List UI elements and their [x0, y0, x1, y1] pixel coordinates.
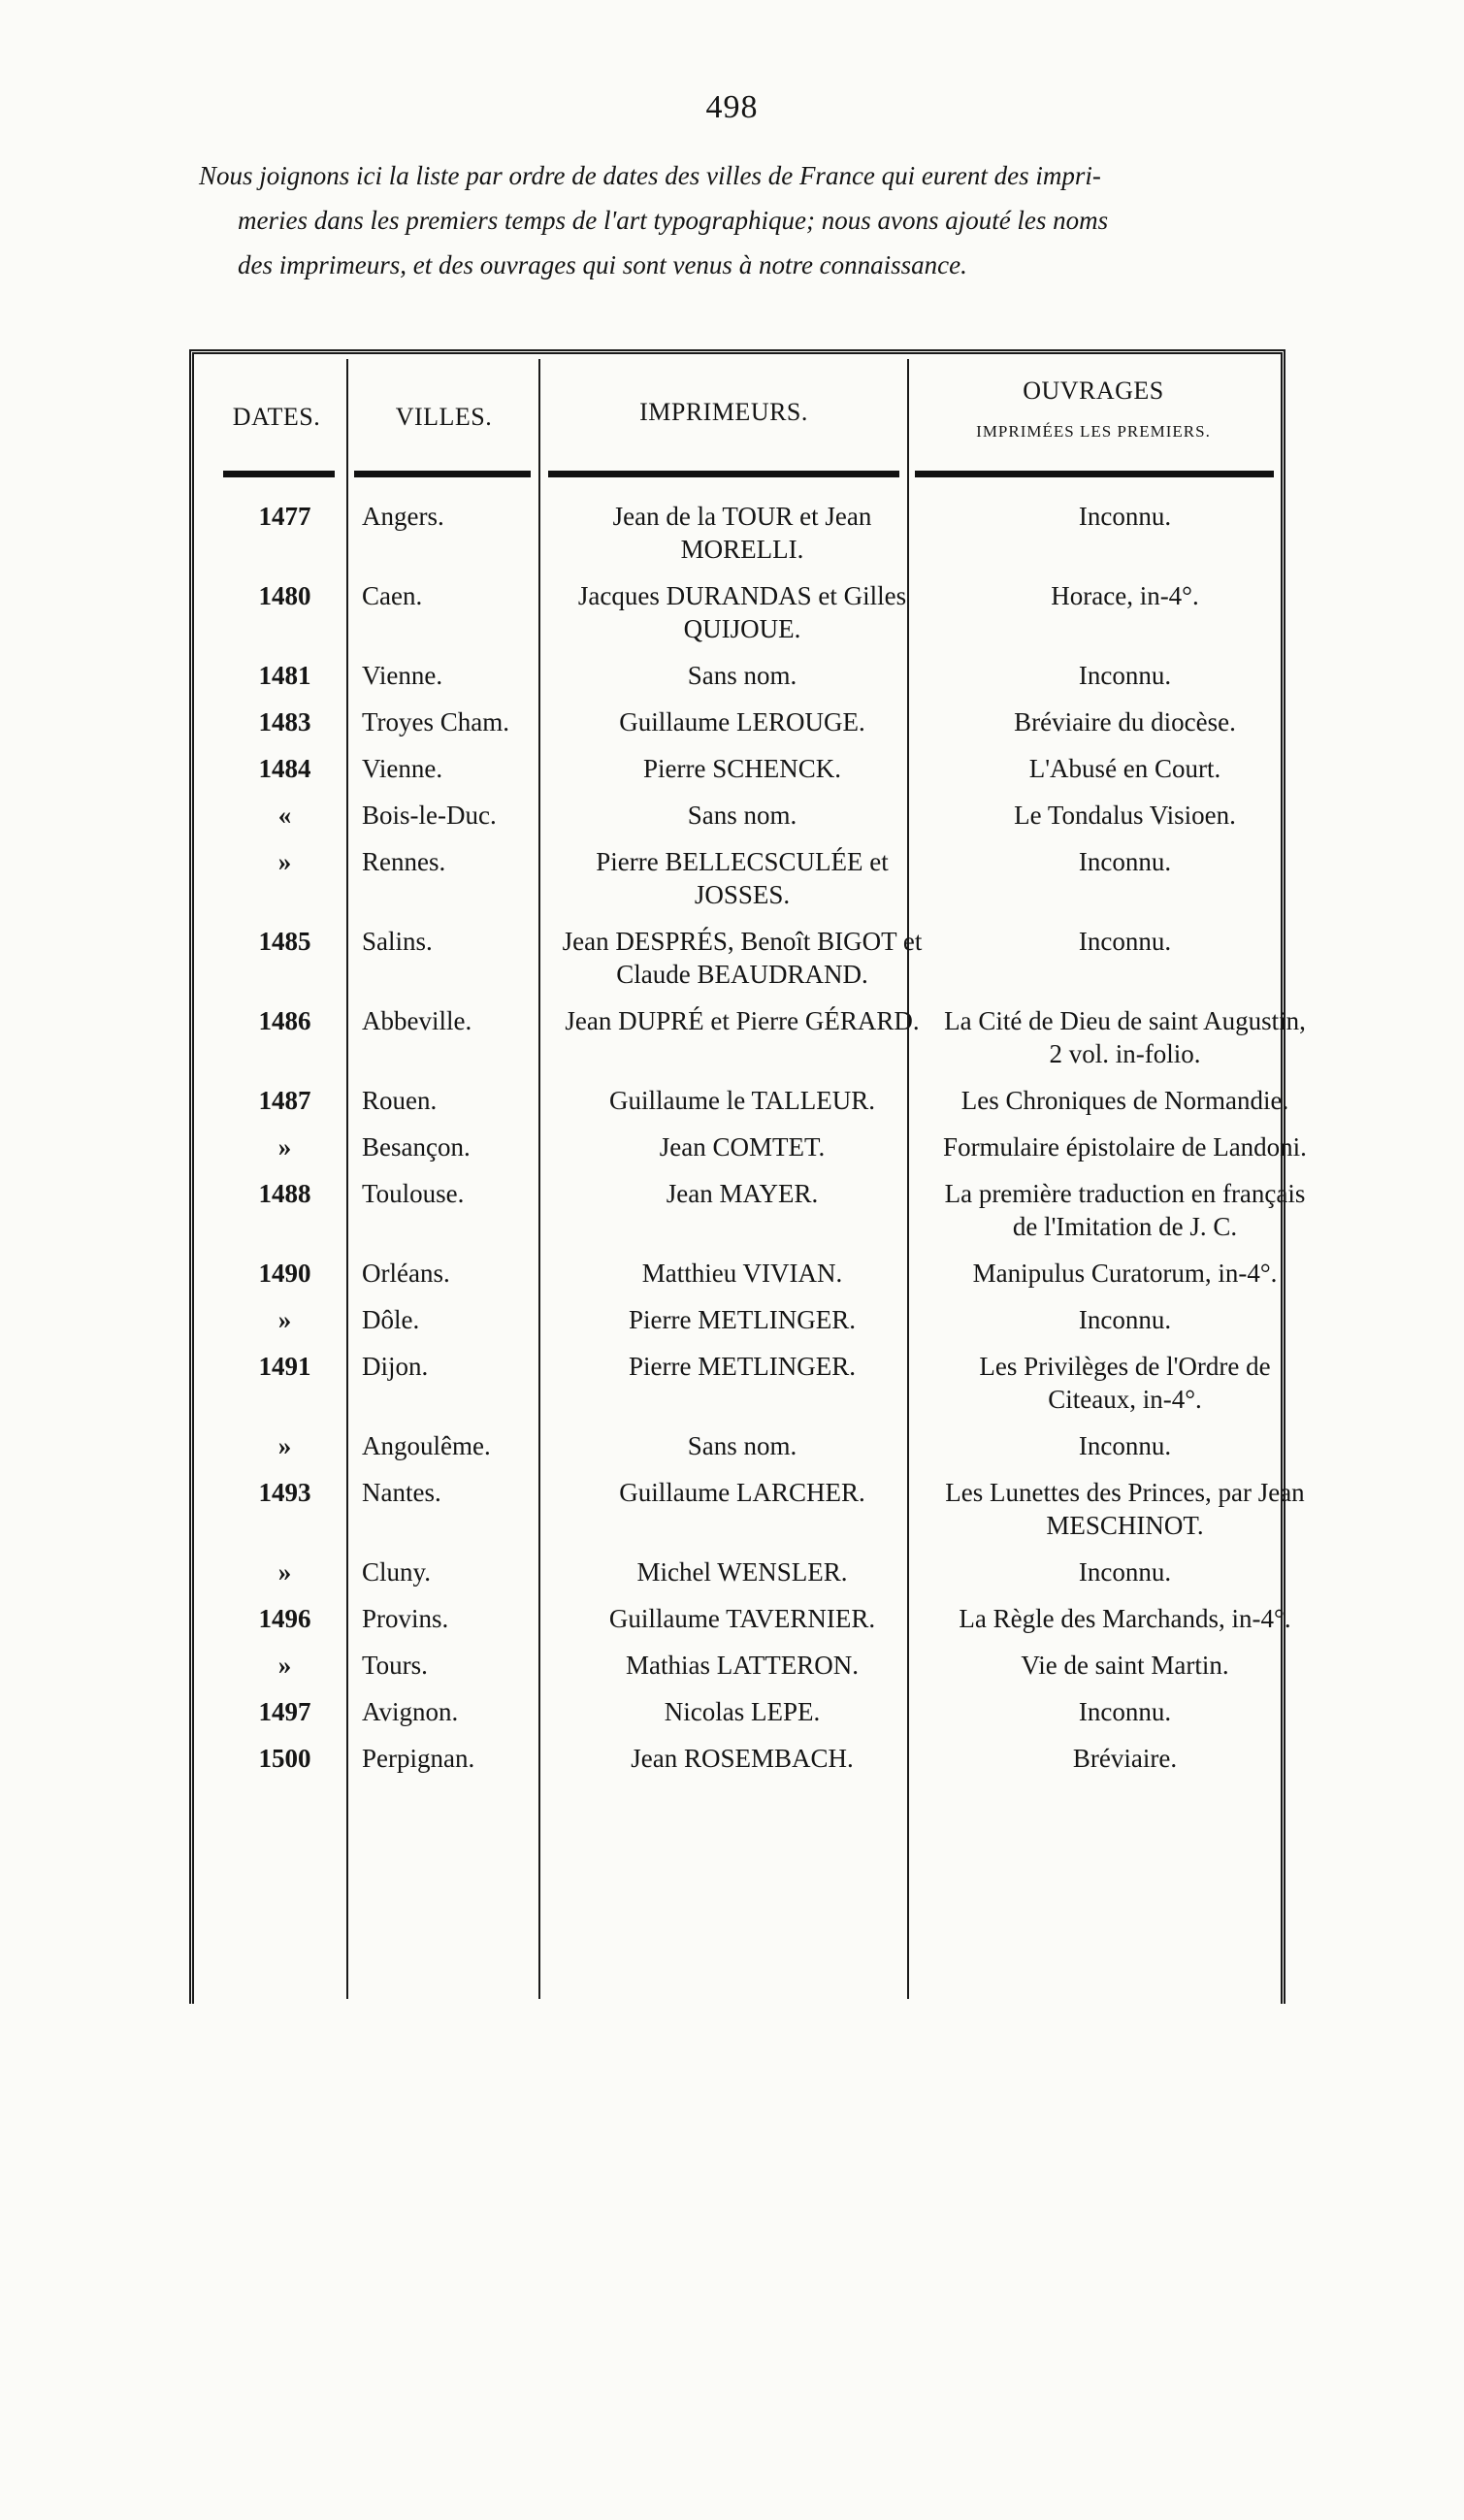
header-ouvrages-sub: IMPRIMÉES LES PREMIERS. — [976, 422, 1211, 441]
intro-line: meries dans les premiers temps de l'art typographique; nous avons ajouté les noms — [238, 206, 1109, 235]
ouvrage-cell: Formulaire épistolaire de Landoni. — [943, 1132, 1307, 1162]
date-cell: 1481 — [258, 661, 311, 690]
ville-cell: Orléans. — [362, 1259, 450, 1288]
intro-paragraph — [199, 153, 1295, 287]
date-cell: » — [277, 1132, 292, 1162]
date-cell: 1497 — [258, 1697, 311, 1726]
ouvrage-cell: Inconnu. — [1078, 1697, 1172, 1726]
imprimeur-cell: Guillaume LARCHER. — [619, 1478, 865, 1507]
table-row — [213, 1649, 1318, 1695]
imprimeur-cell: Nicolas LEPE. — [664, 1697, 821, 1726]
imprimeur-cell: Jean MAYER. — [666, 1179, 819, 1208]
ville-cell: Caen. — [362, 581, 423, 610]
header-rule — [915, 471, 1274, 477]
imprimeur-cell: Pierre METLINGER. — [629, 1352, 856, 1381]
page-number: 498 — [705, 89, 759, 125]
intro-line: des imprimeurs, et des ouvrages qui sont venus à notre connaissance. — [238, 250, 967, 279]
ouvrage-cell: Horace, in-4°. — [1051, 581, 1199, 610]
date-cell: 1485 — [258, 927, 311, 956]
header-rule — [548, 471, 899, 477]
date-cell: 1491 — [258, 1352, 311, 1381]
table-row — [213, 1555, 1318, 1602]
date-cell: 1486 — [258, 1006, 311, 1035]
ville-cell: Vienne. — [362, 661, 443, 690]
imprimeur-cell: Sans nom. — [687, 1431, 797, 1460]
ville-cell: Abbeville. — [362, 1006, 472, 1035]
ouvrage-cell: La Règle des Marchands, in-4°. — [959, 1604, 1291, 1633]
ville-cell: Tours. — [362, 1651, 428, 1680]
date-cell: » — [277, 1651, 292, 1680]
date-cell: « — [277, 801, 292, 830]
date-cell: 1488 — [258, 1179, 311, 1208]
table-row — [213, 752, 1318, 799]
printers-table — [213, 500, 1318, 1788]
ville-cell: Provins. — [362, 1604, 449, 1633]
table-row — [213, 1476, 1318, 1555]
date-cell: » — [277, 1557, 292, 1587]
table-row — [213, 1742, 1318, 1788]
ouvrage-cell: La première traduction en français de l'Imitation de J. C. — [944, 1179, 1306, 1241]
ville-cell: Dôle. — [362, 1305, 420, 1334]
ville-cell: Nantes. — [362, 1478, 441, 1507]
ville-cell: Cluny. — [362, 1557, 432, 1587]
ouvrage-cell: La Cité de Dieu de saint Augustin, 2 vol. in-folio. — [944, 1006, 1306, 1068]
imprimeur-cell: Jean ROSEMBACH. — [631, 1744, 854, 1773]
imprimeur-cell: Matthieu VIVIAN. — [641, 1259, 843, 1288]
table-row — [213, 705, 1318, 752]
ouvrage-cell: Inconnu. — [1078, 502, 1172, 531]
imprimeur-cell: Pierre METLINGER. — [629, 1305, 856, 1334]
table-row — [213, 1350, 1318, 1429]
date-cell: » — [277, 1431, 292, 1460]
table-row — [213, 579, 1318, 659]
ville-cell: Rouen. — [362, 1086, 438, 1115]
header-ouvrages: OUVRAGES — [1023, 376, 1164, 405]
imprimeur-cell: Jean DUPRÉ et Pierre GÉRARD. — [565, 1006, 920, 1035]
table-row — [213, 1303, 1318, 1350]
date-cell: 1477 — [258, 502, 311, 531]
table-row — [213, 1257, 1318, 1303]
ouvrage-cell: Inconnu. — [1078, 927, 1172, 956]
table-row — [213, 799, 1318, 845]
ouvrage-cell: Inconnu. — [1078, 661, 1172, 690]
table-row — [213, 500, 1318, 579]
table-row — [213, 1695, 1318, 1742]
table-row — [213, 1429, 1318, 1476]
ville-cell: Angers. — [362, 502, 444, 531]
ouvrage-cell: Les Lunettes des Princes, par Jean MESCHINOT. — [945, 1478, 1305, 1540]
table-row — [213, 1130, 1318, 1177]
date-cell: 1490 — [258, 1259, 311, 1288]
intro-line: Nous joignons ici la liste par ordre de dates des villes de France qui eurent des impri- — [199, 161, 1101, 190]
table-row — [213, 925, 1318, 1004]
ouvrage-cell: Inconnu. — [1078, 847, 1172, 876]
imprimeur-cell: Pierre BELLECSCULÉE et JOSSES. — [596, 847, 889, 909]
ville-cell: Bois-le-Duc. — [362, 801, 497, 830]
ouvrage-cell: Le Tondalus Visioen. — [1014, 801, 1236, 830]
date-cell: 1487 — [258, 1086, 311, 1115]
date-cell: » — [277, 847, 292, 876]
header-rule — [354, 471, 531, 477]
date-cell: 1493 — [258, 1478, 311, 1507]
imprimeur-cell: Jean DESPRÉS, Benoît BIGOT et Claude BEAUDRAND. — [562, 927, 923, 989]
header-rule — [223, 471, 335, 477]
imprimeur-cell: Mathias LATTERON. — [626, 1651, 859, 1680]
ouvrage-cell: Inconnu. — [1078, 1305, 1172, 1334]
date-cell: 1480 — [258, 581, 311, 610]
imprimeur-cell: Michel WENSLER. — [636, 1557, 848, 1587]
table-row — [213, 1177, 1318, 1257]
imprimeur-cell: Jacques DURANDAS et Gilles QUIJOUE. — [577, 581, 907, 643]
ville-cell: Toulouse. — [362, 1179, 465, 1208]
date-cell: 1484 — [258, 754, 311, 783]
header-villes: VILLES. — [395, 403, 493, 431]
imprimeur-cell: Guillaume TAVERNIER. — [608, 1604, 876, 1633]
imprimeur-cell: Guillaume le TALLEUR. — [608, 1086, 876, 1115]
imprimeur-cell: Jean de la TOUR et Jean MORELLI. — [612, 502, 872, 564]
ville-cell: Perpignan. — [362, 1744, 475, 1773]
ville-cell: Angoulême. — [362, 1431, 491, 1460]
date-cell: 1483 — [258, 707, 311, 736]
ville-cell: Salins. — [362, 927, 433, 956]
imprimeur-cell: Jean COMTET. — [659, 1132, 826, 1162]
ville-cell: Troyes Cham. — [362, 707, 510, 736]
ouvrage-cell: Bréviaire. — [1072, 1744, 1178, 1773]
table-row — [213, 1084, 1318, 1130]
header-dates: DATES. — [232, 403, 321, 431]
table-body — [213, 500, 1318, 1788]
ville-cell: Besançon. — [362, 1132, 471, 1162]
ouvrage-cell: Bréviaire du diocèse. — [1014, 707, 1236, 736]
table-row — [213, 1004, 1318, 1084]
ouvrage-cell: Les Privilèges de l'Ordre de Citeaux, in-4°. — [979, 1352, 1271, 1414]
ville-cell: Rennes. — [362, 847, 446, 876]
ouvrage-cell: Les Chroniques de Normandie. — [960, 1086, 1289, 1115]
table-row — [213, 845, 1318, 925]
date-cell: 1500 — [258, 1744, 311, 1773]
header-imprimeurs: IMPRIMEURS. — [639, 398, 808, 426]
ouvrage-cell: Manipulus Curatorum, in-4°. — [972, 1259, 1278, 1288]
ouvrage-cell: Inconnu. — [1078, 1557, 1172, 1587]
imprimeur-cell: Sans nom. — [687, 801, 797, 830]
ville-cell: Avignon. — [362, 1697, 459, 1726]
ouvrage-cell: L'Abusé en Court. — [1028, 754, 1221, 783]
date-cell: » — [277, 1305, 292, 1334]
ville-cell: Vienne. — [362, 754, 443, 783]
ouvrage-cell: Vie de saint Martin. — [1021, 1651, 1229, 1680]
date-cell: 1496 — [258, 1604, 311, 1633]
imprimeur-cell: Sans nom. — [687, 661, 797, 690]
table-row — [213, 659, 1318, 705]
imprimeur-cell: Guillaume LEROUGE. — [619, 707, 865, 736]
table-row — [213, 1602, 1318, 1649]
ville-cell: Dijon. — [362, 1352, 429, 1381]
imprimeur-cell: Pierre SCHENCK. — [643, 754, 841, 783]
ouvrage-cell: Inconnu. — [1078, 1431, 1172, 1460]
